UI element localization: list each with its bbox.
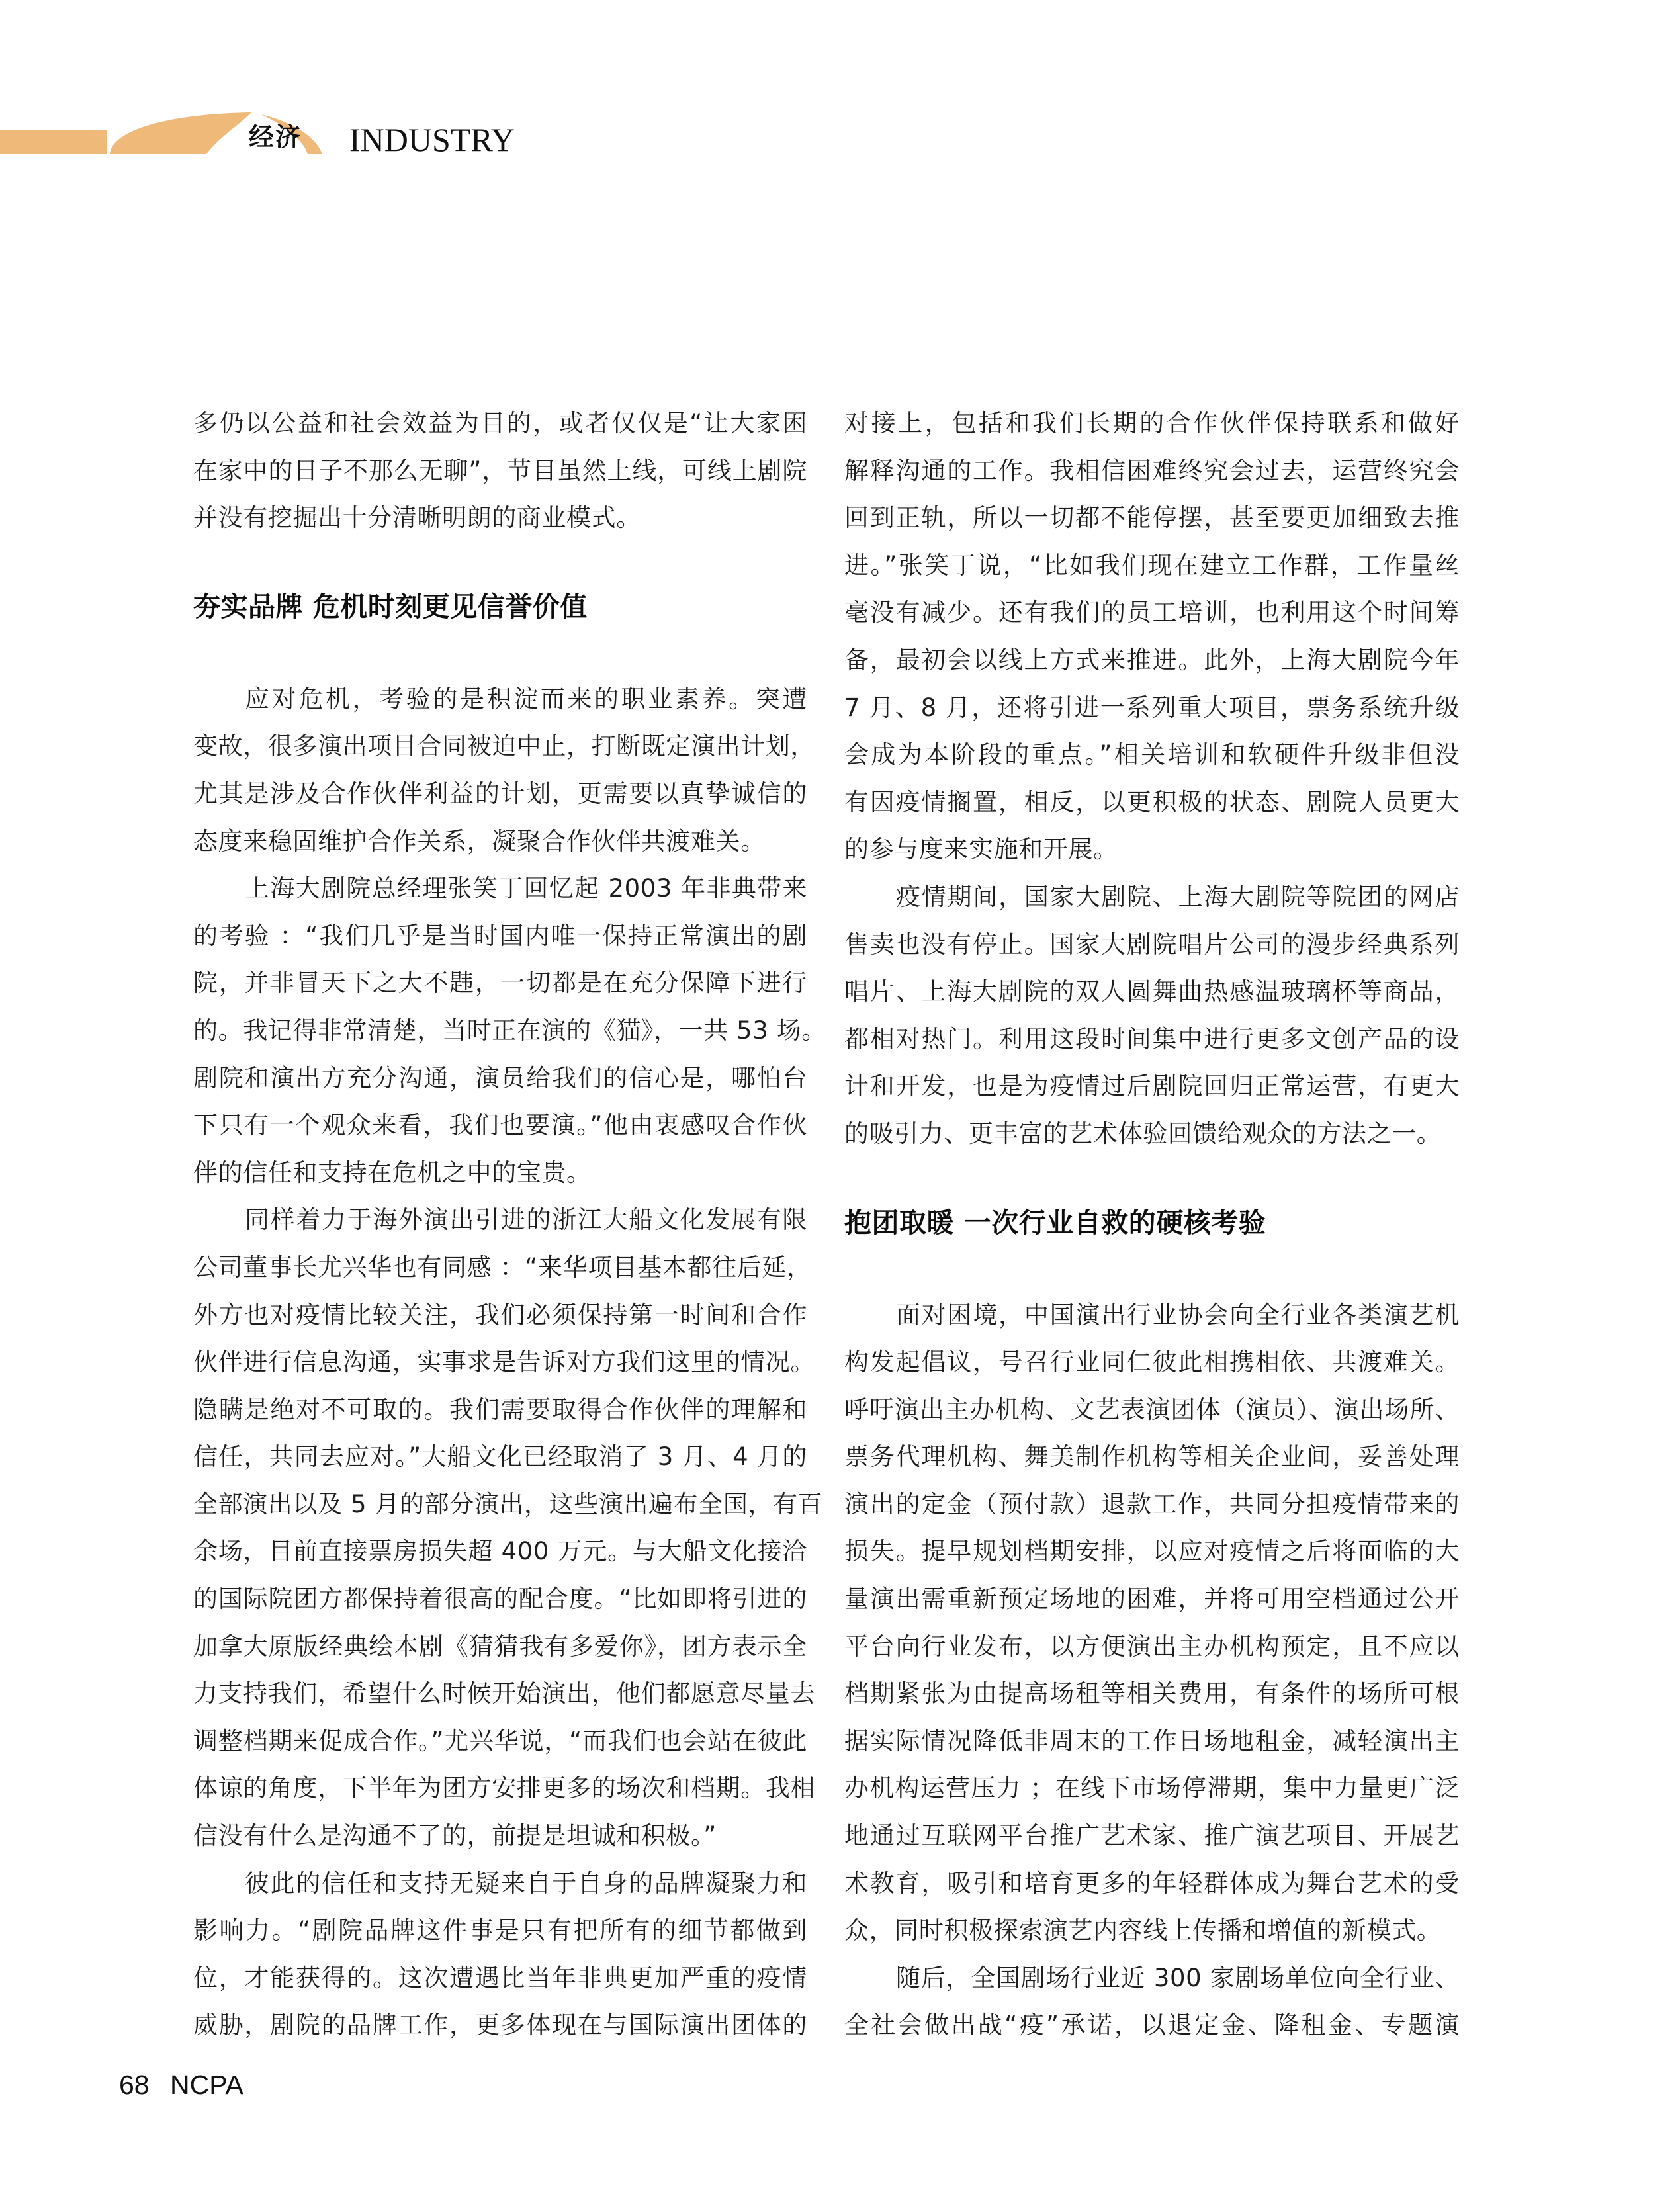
text-line: 面对困境，中国演出行业协会向全行业各类演艺机: [896, 1300, 1460, 1329]
text-line: 众，同时积极探索演艺内容线上传播和增值的新模式。: [844, 1916, 1442, 1945]
text-line: 据实际情况降低非周末的工作日场地租金，减轻演出主: [844, 1726, 1460, 1755]
text-line: 外方也对疫情比较关注，我们必须保持第一时间和合作: [193, 1300, 807, 1329]
paragraph: [193, 400, 807, 542]
article-column-left: [193, 400, 826, 2049]
paragraph: [844, 400, 1460, 873]
text-line: 加拿大原版经典绘本剧《猜猜我有多爱你》，团方表示全: [193, 1632, 807, 1661]
text-line: 变故，很多演出项目合同被迫中止，打断既定演出计划，: [193, 732, 815, 761]
text-line: 位，才能获得的。这次遭遇比当年非典更加严重的疫情: [193, 1963, 807, 1992]
text-line: 毫没有减少。还有我们的员工培训，也利用这个时间筹: [844, 598, 1460, 627]
text-line: 公司董事长尤兴华也有同感 ：“来华项目基本都往后延，: [193, 1252, 812, 1282]
section-title-cn: 经济: [249, 122, 302, 152]
text-line: 对接上，包括和我们长期的合作伙伴保持联系和做好: [844, 409, 1460, 437]
text-line: 剧院和演出方充分沟通，演员给我们的信心是，哪怕台: [193, 1063, 807, 1092]
page-footer: [119, 2072, 243, 2099]
spacer: [844, 1158, 1460, 1199]
paragraph: [844, 1954, 1460, 2049]
text-line: 信任，共同去应对。”大船文化已经取消了 3 月、4 月的: [193, 1442, 807, 1471]
text-line: 的吸引力、更丰富的艺术体验回馈给观众的方法之一。: [844, 1119, 1442, 1148]
paragraph: [193, 865, 826, 1196]
text-line: 回到正轨，所以一切都不能停摆，甚至要更加细致去推: [844, 503, 1460, 533]
text-line: 解释沟通的工作。我相信困难终究会过去，运营终究会: [844, 456, 1460, 485]
section-heading: 夯实品牌 危机时刻更见信誉价值: [193, 590, 588, 623]
text-line: 售卖也没有停止。国家大剧院唱片公司的漫步经典系列: [844, 930, 1460, 959]
text-line: 都相对热门。利用这段时间集中进行更多文创产品的设: [844, 1024, 1460, 1053]
text-line: 下只有一个观众来看，我们也要演。”他由衷感叹合作伙: [193, 1111, 807, 1140]
text-line: 7 月、8 月，还将引进一系列重大项目，票务系统升级: [844, 693, 1460, 722]
text-line: 信没有什么是沟通不了的，前提是坦诚和积极。”: [193, 1821, 717, 1851]
paragraph: [844, 1291, 1460, 1954]
text-line: 的国际院团方都保持着很高的配合度。“比如即将引进的: [193, 1585, 807, 1614]
text-line: 多仍以公益和社会效益为目的，或者仅仅是“让大家困: [193, 409, 807, 437]
text-line: 的考验 ：“我们几乎是当时国内唯一保持正常演出的剧: [193, 921, 807, 950]
section-heading: 抱团取暖 一次行业自救的硬核考验: [844, 1206, 1266, 1239]
paragraph: [193, 676, 815, 865]
text-line: 呼吁演出主办机构、文艺表演团体（演员）、演出场所、: [844, 1395, 1460, 1424]
text-line: 平台向行业发布，以方便演出主办机构预定，且不应以: [844, 1632, 1460, 1661]
spacer: [193, 542, 807, 583]
text-line: 唱片、上海大剧院的双人圆舞曲热感温玻璃杯等商品，: [844, 977, 1460, 1006]
text-line: 伙伴进行信息沟通，实事求是告诉对方我们这里的情况。: [193, 1348, 815, 1377]
text-line: 力支持我们，希望什么时候开始演出，他们都愿意尽量去: [193, 1679, 815, 1708]
text-line: 术教育，吸引和培育更多的年轻群体成为舞台艺术的受: [844, 1868, 1460, 1898]
text-line: 构发起倡议，号召行业同仁彼此相携相依、共渡难关。: [844, 1348, 1460, 1377]
text-line: 有因疫情搁置，相反，以更积极的状态、剧院人员更大: [844, 787, 1460, 816]
text-line: 影响力。“剧院品牌这件事是只有把所有的细节都做到: [193, 1916, 807, 1945]
text-line: 会成为本阶段的重点。”相关培训和软硬件升级非但没: [844, 740, 1460, 769]
text-line: 档期紧张为由提高场租等相关费用，有条件的场所可根: [844, 1679, 1460, 1708]
text-line: 院，并非冒天下之大不韪，一切都是在充分保障下进行: [193, 969, 807, 998]
text-line: 随后，全国剧场行业近 300 家剧场单位向全行业、: [896, 1963, 1460, 1992]
text-line: 票务代理机构、舞美制作机构等相关企业间，妥善处理: [844, 1442, 1460, 1471]
text-line: 进。”张笑丁说，“比如我们现在建立工作群，工作量丝: [844, 550, 1460, 580]
text-line: 全部演出以及 5 月的部分演出，这些演出遍布全国，有百: [193, 1489, 823, 1518]
text-line: 上海大剧院总经理张笑丁回忆起 2003 年非典带来: [245, 874, 807, 903]
text-line: 地通过互联网平台推广艺术家、推广演艺项目、开展艺: [844, 1821, 1460, 1851]
text-line: 彼此的信任和支持无疑来自于自身的品牌凝聚力和: [245, 1868, 807, 1898]
spacer: [844, 1247, 1460, 1291]
text-line: 尤其是涉及合作伙伴利益的计划，更需要以真挚诚信的: [193, 779, 807, 808]
header-bar: [0, 130, 107, 154]
paragraph: [193, 1860, 807, 2049]
paragraph: [193, 1196, 823, 1859]
text-line: 演出的定金（预付款）退款工作，共同分担疫情带来的: [844, 1489, 1460, 1518]
text-line: 计和开发，也是为疫情过后剧院回归正常运营，有更大: [844, 1072, 1460, 1101]
publication-name: NCPA: [170, 2070, 243, 2100]
page-number: 68: [119, 2070, 150, 2100]
text-line: 损失。提早规划档期安排，以应对疫情之后将面临的大: [844, 1537, 1460, 1566]
paragraph: [844, 873, 1460, 1158]
text-line: 威胁，剧院的品牌工作，更多体现在与国际演出团体的: [193, 2011, 807, 2040]
text-line: 的参与度来实施和开展。: [844, 835, 1118, 864]
text-line: 备，最初会以线上方式来推进。此外，上海大剧院今年: [844, 645, 1460, 674]
text-line: 在家中的日子不那么无聊”，节目虽然上线，可线上剧院: [193, 456, 807, 485]
header-dome: [110, 112, 251, 154]
text-line: 全社会做出战“疫”承诺，以退定金、降租金、专题演: [844, 2011, 1460, 2040]
text-line: 态度来稳固维护合作关系，凝聚合作伙伴共渡难关。: [193, 826, 766, 855]
text-line: 办机构运营压力 ；在线下市场停滞期，集中力量更广泛: [844, 1774, 1460, 1803]
article-column-right: [844, 400, 1460, 2049]
text-line: 应对危机，考验的是积淀而来的职业素养。突遭: [245, 684, 807, 713]
text-line: 同样着力于海外演出引进的浙江大船文化发展有限: [245, 1205, 807, 1235]
text-line: 疫情期间，国家大剧院、上海大剧院等院团的网店: [896, 882, 1460, 911]
text-line: 并没有挖掘出十分清晰明朗的商业模式。: [193, 503, 641, 533]
text-line: 隐瞒是绝对不可取的。我们需要取得合作伙伴的理解和: [193, 1395, 807, 1424]
text-line: 量演出需重新预定场地的困难，并将可用空档通过公开: [844, 1585, 1460, 1614]
text-line: 余场，目前直接票房损失超 400 万元。与大船文化接洽: [193, 1537, 807, 1566]
text-line: 伴的信任和支持在危机之中的宝贵。: [193, 1158, 592, 1187]
text-line: 调整档期来促成合作。”尤兴华说，“而我们也会站在彼此: [193, 1726, 807, 1755]
spacer: [193, 631, 807, 676]
text-line: 体谅的角度，下半年为团方安排更多的场次和档期。我相: [193, 1774, 815, 1803]
text-line: 的。我记得非常清楚，当时正在演的《猫》，一共 53 场。: [193, 1016, 826, 1045]
section-title-en: INDUSTRY: [349, 121, 515, 158]
